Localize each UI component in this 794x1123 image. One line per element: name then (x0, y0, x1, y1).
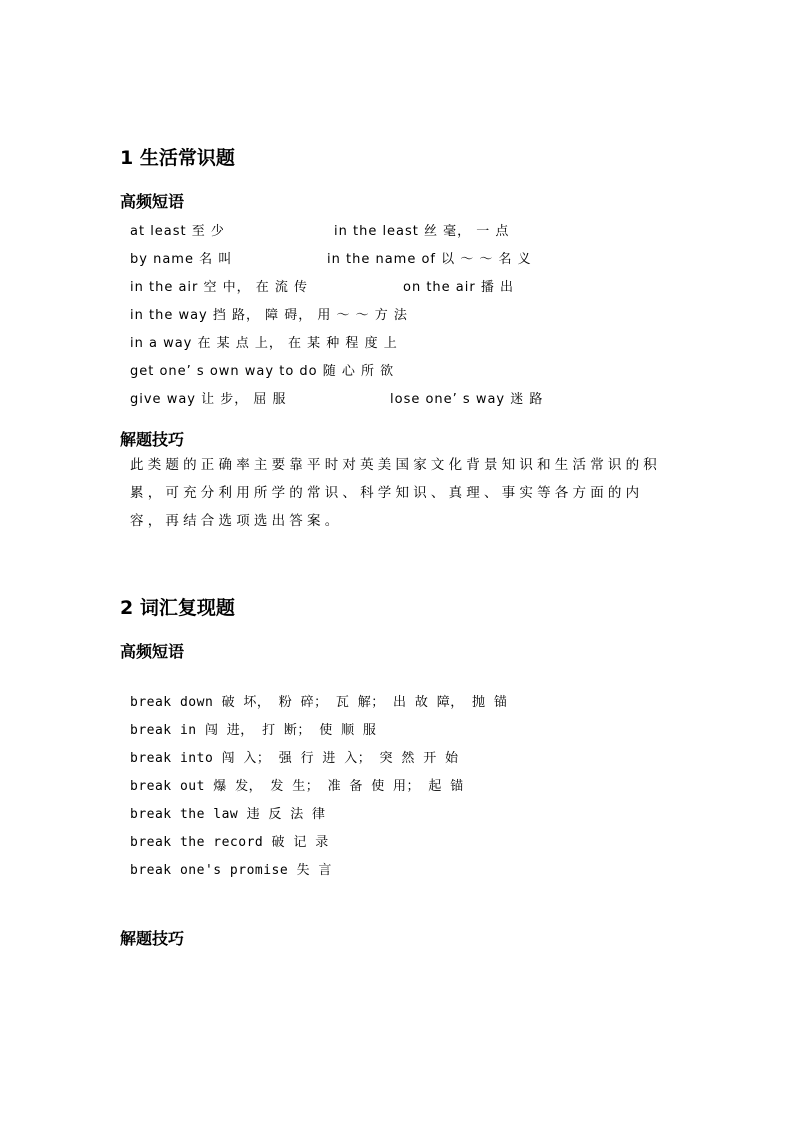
phrase-row: break out 爆 发， 发 生； 准 备 使 用； 起 锚 (130, 779, 464, 794)
phrase-row: break into 闯 入； 强 行 进 入； 突 然 开 始 (130, 751, 459, 766)
phrase-b: in the name of 以 ～ ～ 名 义 (327, 252, 532, 267)
phrase-b: lose one’ s way 迷 路 (390, 392, 544, 407)
section1-tips-heading: 解题技巧 (120, 430, 185, 449)
phrase-a: by name 名 叫 (130, 252, 233, 267)
phrase-b: in the least 丝 毫， 一 点 (334, 224, 510, 239)
section2-tips-heading: 解题技巧 (120, 929, 185, 948)
phrase-a: in the air 空 中， 在 流 传 (130, 280, 309, 295)
section1-tips-text: 此类题的正确率主要靠平时对英美国家文化背景知识和生活常识的积累，可充分利用所学的常识、科学知识、真理、事实等各方面的内容，再结合选项选出答案。 (130, 457, 661, 529)
phrase-a: in a way 在 某 点 上， 在 某 种 程 度 上 (130, 336, 398, 351)
section2-phrases-heading: 高频短语 (120, 642, 185, 661)
phrase-a: get one’ s own way to do 随 心 所 欲 (130, 364, 395, 379)
phrase-row: break the law 违 反 法 律 (130, 807, 326, 822)
section1-phrases-heading: 高频短语 (120, 192, 185, 211)
phrase-row: break in 闯 进， 打 断； 使 顺 服 (130, 723, 377, 738)
phrase-row: break the record 破 记 录 (130, 835, 329, 850)
section1-title: 1 生活常识题 (120, 147, 235, 169)
phrase-a: give way 让 步， 屈 服 (130, 392, 287, 407)
phrase-row: break one's promise 失 言 (130, 863, 332, 878)
section2-title: 2 词汇复现题 (120, 597, 235, 619)
phrase-a: at least 至 少 (130, 224, 225, 239)
phrase-row: break down 破 坏， 粉 碎； 瓦 解； 出 故 障， 抛 锚 (130, 695, 508, 710)
phrase-a: in the way 挡 路， 障 碍， 用 ～ ～ 方 法 (130, 308, 408, 323)
phrase-b: on the air 播 出 (403, 280, 514, 295)
